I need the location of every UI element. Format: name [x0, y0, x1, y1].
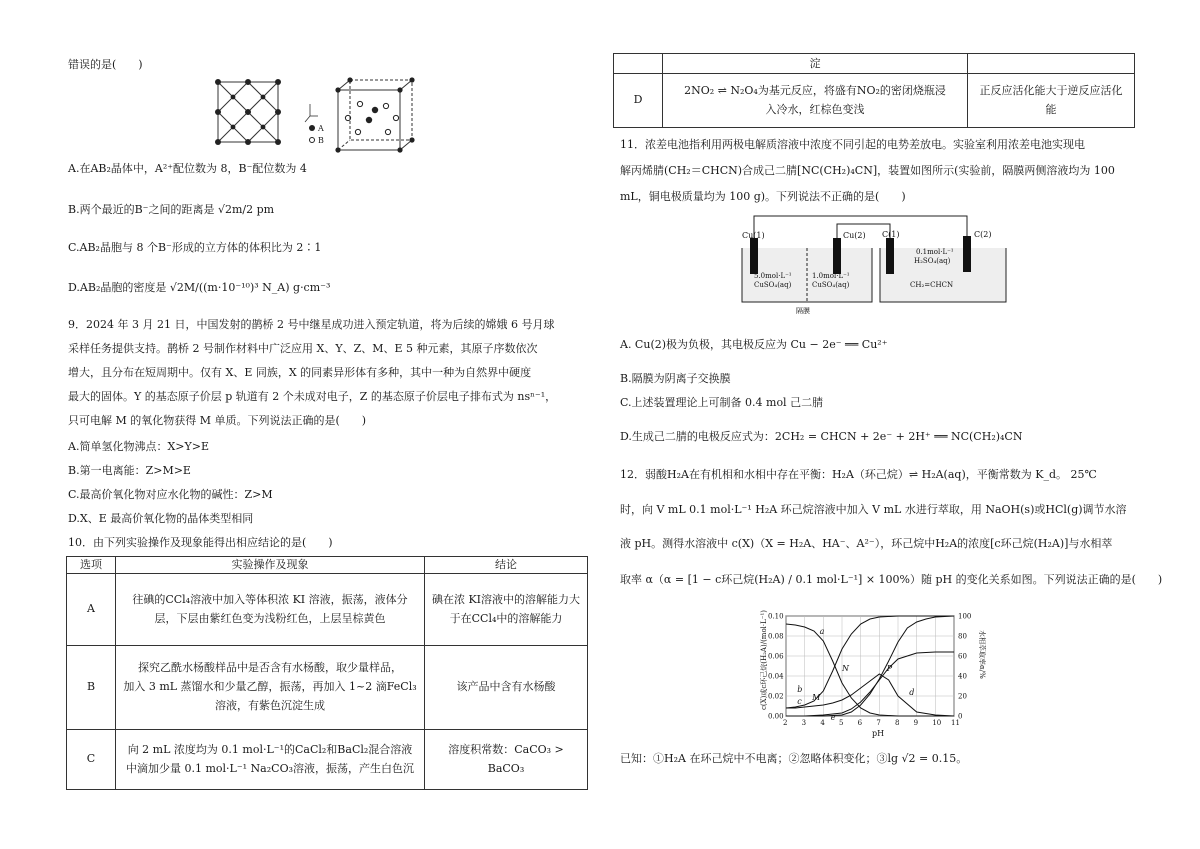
x-axis-label: pH — [872, 729, 885, 738]
curve-label-d: d — [909, 688, 915, 697]
ph-concentration-chart — [748, 606, 988, 738]
sol-mid-2: CuSO₄(aq) — [812, 281, 850, 289]
table-header-row — [67, 557, 588, 574]
table-row — [614, 74, 1135, 128]
row-d-conclusion: 正反应活化能大于逆反应活化 能 — [968, 74, 1135, 128]
row-b-option: B — [67, 646, 116, 730]
table-row — [67, 574, 588, 646]
q8-option-d: D.AB₂晶胞的密度是 √2M/((m·10⁻¹⁰)³ N_A) g·cm⁻³ — [68, 281, 331, 294]
point-label-M: M — [812, 693, 821, 702]
y-left-tick-label: 0.00 — [768, 712, 784, 721]
y-right-tick-label: 100 — [958, 612, 972, 621]
q11-option-b: B.隔膜为阴离子交换膜 — [620, 372, 731, 385]
y-right-tick-label: 40 — [958, 672, 967, 681]
cont-operation-tail: 淀 — [663, 54, 968, 74]
x-tick-label: 11 — [951, 719, 960, 727]
cont-option-empty — [614, 54, 663, 74]
concentration-cell-figure — [740, 210, 1010, 315]
svg-text:A: A — [318, 124, 324, 133]
y-axis-left-label: c(X)或c环己烷(H₂A)/(mol·L⁻¹) — [760, 610, 768, 710]
q11-option-c: C.上述装置理论上可制备 0.4 mol 己二腈 — [620, 396, 824, 409]
q9-option-d: D.X、E 最高价氧化物的晶体类型相同 — [68, 512, 254, 525]
y-right-tick-label: 20 — [958, 692, 967, 701]
sol-mid-1: 1.0mol·L⁻¹ — [812, 272, 850, 280]
q12-line-2: 时，向 V mL 0.1 mol·L⁻¹ H₂A 环己烷溶液中加入 V mL 水进行萃取，用 NaOH(s)或HCl(g)调节水溶 — [620, 503, 1127, 516]
x-tick-label: 7 — [876, 719, 881, 727]
table-row — [614, 54, 1135, 74]
q8-option-a: A.在AB₂晶体中，A²⁺配位数为 8，B⁻配位数为 4 — [68, 162, 307, 175]
q11-line-3: mL，铜电极质量均为 100 g)。下列说法不正确的是( ) — [620, 190, 906, 203]
q12-line-3: 液 pH。测得水溶液中 c(X)（X = H₂A、HA⁻、A²⁻），环己烷中H₂A的浓度[c环己烷(H₂A)]与水相萃 — [620, 537, 1113, 550]
y-left-tick-label: 0.04 — [768, 672, 784, 681]
q9-line-4: 最大的固体。Y 的基态原子价层 p 轨道有 2 个未成对电子，Z 的基态原子价层电子排布式为 nsⁿ⁻¹， — [68, 390, 557, 403]
x-tick-label: 9 — [913, 719, 919, 727]
header-conclusion: 结论 — [425, 557, 588, 574]
q9-option-c: C.最高价氧化物对应水化物的碱性：Z>M — [68, 488, 273, 501]
x-tick-label: 2 — [783, 719, 788, 727]
row-c-conclusion: 溶度积常数：CaCO₃ > BaCO₃ — [425, 730, 588, 790]
point-label-N: N — [842, 664, 849, 673]
q11-line-2: 解丙烯腈(CH₂＝CHCN)合成己二腈[NC(CH₂)₄CN]，装置如图所示(实验前，隔膜两侧溶液均为 100 — [620, 164, 1115, 177]
q11-option-d: D.生成己二腈的电极反应式为：2CH₂ = CHCN + 2e⁻ + 2H⁺ ══ NC(CH₂)₄CN — [620, 430, 1023, 443]
q8-stem-tail: 错误的是( ) — [68, 58, 143, 71]
q9-line-3: 增大，且分布在短周期中。仅有 X、E 同族，X 的同素异形体有多种，其中一种为自然界中硬度 — [68, 366, 532, 379]
q11-option-a: A. Cu(2)极为负极，其电极反应为 Cu − 2e⁻ ══ Cu²⁺ — [620, 338, 888, 351]
label-c1: C(1) — [882, 230, 900, 239]
q10-table-continued — [613, 53, 1135, 128]
axes-glyph — [305, 104, 318, 122]
x-tick-label: 10 — [932, 719, 942, 727]
row-b-conclusion: 该产品中含有水杨酸 — [425, 646, 588, 730]
q9-line-1: 9．2024 年 3 月 21 日，中国发射的鹊桥 2 号中继星成功进入预定轨道，将为后续的嫦娥 6 号月球 — [68, 318, 555, 331]
y-left-tick-label: 0.02 — [768, 692, 784, 701]
q9-line-5: 只可电解 M 的氧化物获得 M 单质。下列说法正确的是( ) — [68, 414, 367, 427]
sol-right-3: CH₂=CHCN — [910, 281, 954, 289]
row-a-option: A — [67, 574, 116, 646]
q8-option-c: C.AB₂晶胞与 8 个B⁻形成的立方体的体积比为 2∶1 — [68, 241, 322, 254]
y-right-tick-label: 60 — [958, 652, 967, 661]
label-c2: C(2) — [974, 230, 992, 239]
svg-text:B: B — [318, 136, 324, 145]
q9-option-a: A.简单氢化物沸点：X>Y>E — [68, 440, 209, 453]
y-right-tick-label: 0 — [958, 712, 963, 721]
legend-A-B — [309, 124, 324, 145]
curve-label-e: e — [830, 713, 836, 722]
atoms-right — [335, 77, 414, 152]
row-a-operation: 往碘的CCl₄溶液中加入等体积浓 KI 溶液，振荡，液体分 层，下层由紫红色变为浅粉红色，上层呈棕黄色 — [116, 574, 425, 646]
sol-right-1: 0.1mol·L⁻¹ — [916, 248, 954, 256]
table-row — [67, 730, 588, 790]
sol-left-2: CuSO₄(aq) — [754, 281, 792, 289]
curve-label-a: a — [819, 627, 825, 636]
row-d-option: D — [614, 74, 663, 128]
q8-option-b: B.两个最近的B⁻之间的距离是 √2m/2 pm — [68, 203, 275, 216]
y-left-tick-label: 0.10 — [768, 612, 784, 621]
q9-option-b: B.第一电离能：Z>M>E — [68, 464, 191, 477]
x-tick-label: 8 — [895, 719, 900, 727]
header-option: 选项 — [67, 557, 116, 574]
crystal-figure — [210, 76, 420, 154]
curve-label-b: b — [797, 685, 803, 694]
q12-line-1: 12．弱酸H₂A在有机相和水相中存在平衡：H₂A（环己烷）⇌ H₂A(aq)，平衡常数为 K_d。 25℃ — [620, 468, 1097, 481]
row-b-operation: 探究乙酰水杨酸样品中是否含有水杨酸，取少量样品， 加入 3 mL 蒸馏水和少量乙醇，振荡，再加入 1~2 滴FeCl₃ 溶液，有紫色沉淀生成 — [116, 646, 425, 730]
y-axis-right-label: 水相萃取率α/% — [978, 630, 986, 679]
x-tick-label: 4 — [820, 719, 825, 727]
table-row — [67, 646, 588, 730]
label-cu1: Cu(1) — [742, 231, 765, 240]
q12-line-4: 取率 α（α = [1 − c环己烷(H₂A) / 0.1 mol·L⁻¹] × 100%）随 pH 的变化关系如图。下列说法正确的是( ) — [620, 573, 1163, 586]
y-right-tick-label: 80 — [958, 632, 967, 641]
sol-left-1: 5.0mol·L⁻¹ — [754, 272, 792, 280]
row-d-operation: 2NO₂ ⇌ N₂O₄为基元反应，将盛有NO₂的密闭烧瓶浸 入冷水，红棕色变浅 — [663, 74, 968, 128]
q9-line-2: 采样任务提供支持。鹊桥 2 号制作材料中广泛应用 X、Y、Z、M、E 5 种元素，其原子序数依次 — [68, 342, 538, 355]
x-tick-label: 3 — [801, 719, 807, 727]
point-label-P: P — [886, 664, 893, 673]
x-tick-label: 6 — [857, 719, 863, 727]
x-tick-label: 5 — [839, 719, 844, 727]
row-a-conclusion: 碘在浓 KI溶液中的溶解能力大 于在CCl₄中的溶解能力 — [425, 574, 588, 646]
label-cu2: Cu(2) — [843, 231, 866, 240]
row-c-option: C — [67, 730, 116, 790]
q12-known: 已知：①H₂A 在环己烷中不电离；②忽略体积变化；③lg √2 = 0.15。 — [620, 752, 968, 765]
y-left-tick-label: 0.08 — [768, 632, 784, 641]
sol-right-2: H₂SO₄(aq) — [914, 257, 951, 265]
row-c-operation: 向 2 mL 浓度均为 0.1 mol·L⁻¹的CaCl₂和BaCl₂混合溶液 中滴加少量 0.1 mol·L⁻¹ Na₂CO₃溶液，振荡，产生白色沉 — [116, 730, 425, 790]
cont-conclusion-empty — [968, 54, 1135, 74]
q10-stem: 10．由下列实验操作及现象能得出相应结论的是( ) — [68, 536, 333, 549]
header-operation: 实验操作及现象 — [116, 557, 425, 574]
y-left-tick-label: 0.06 — [768, 652, 784, 661]
q11-line-1: 11．浓差电池指利用两极电解质溶液中浓度不同引起的电势差放电。实验室利用浓差电池实现电 — [620, 138, 1085, 151]
membrane-label: 隔膜 — [796, 307, 810, 315]
curve-label-c: c — [797, 697, 802, 706]
q10-table — [66, 556, 588, 790]
